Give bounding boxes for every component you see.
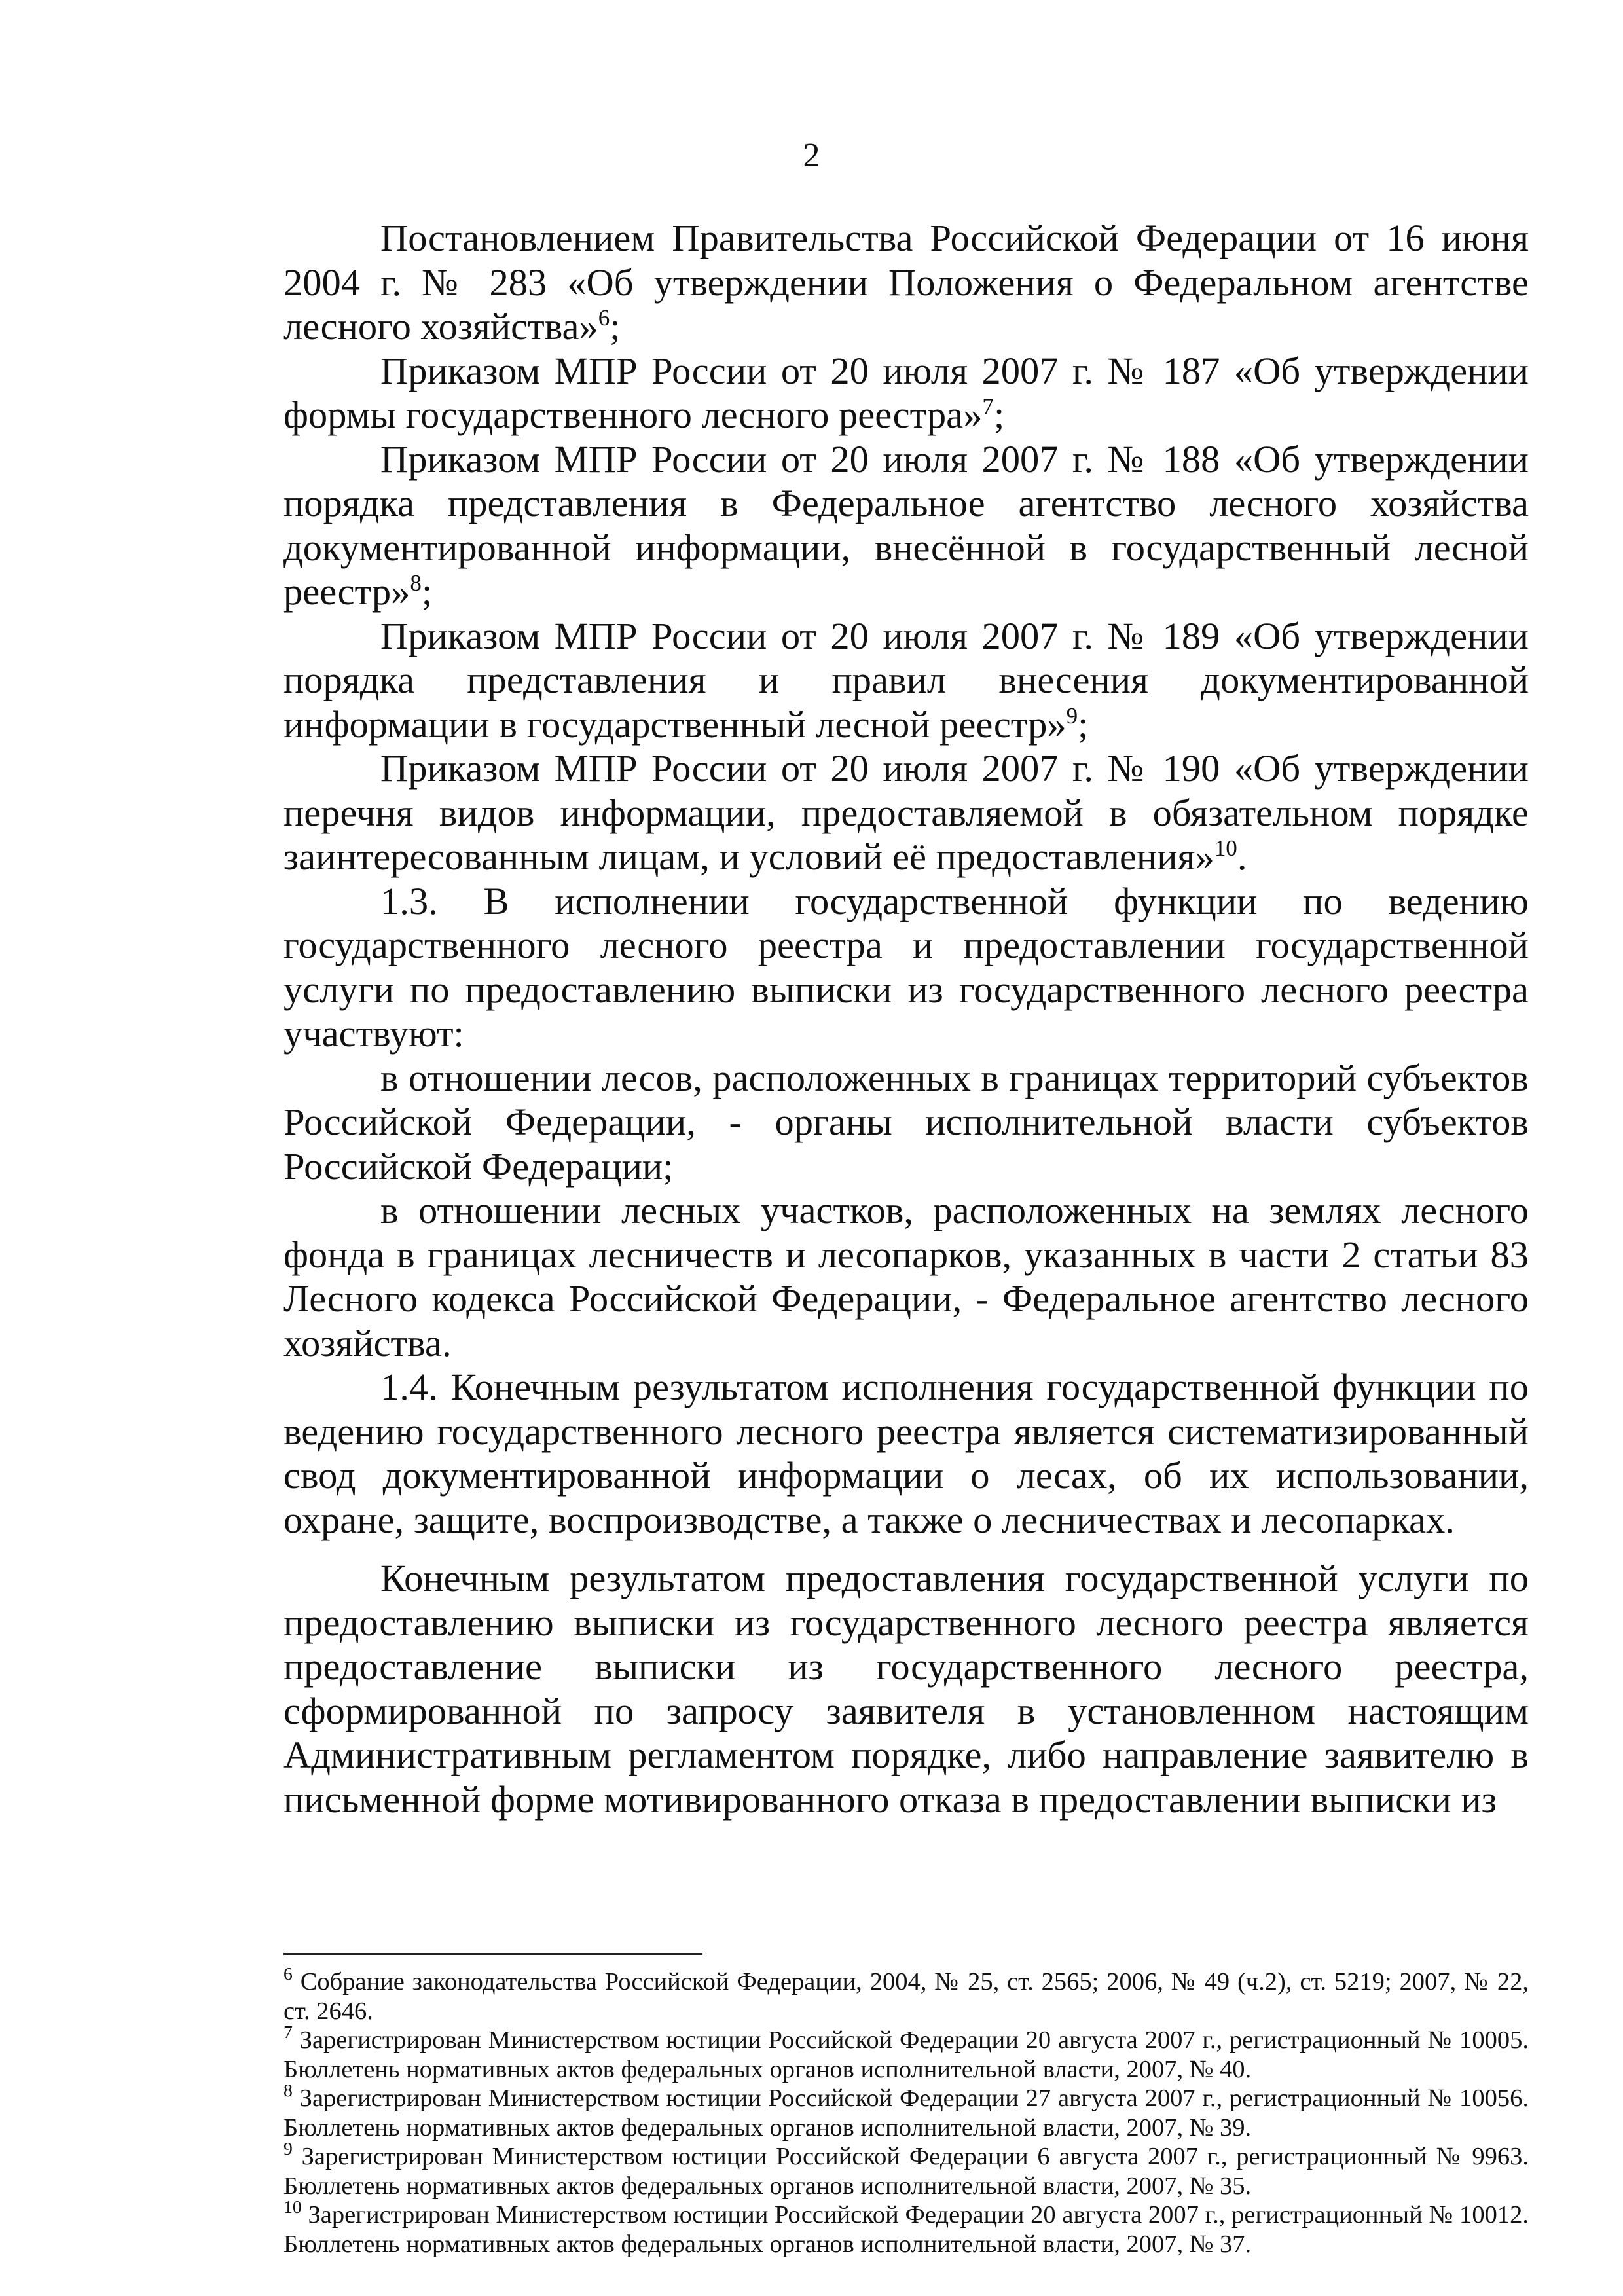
page-number: 2 (803, 137, 820, 174)
paragraph-text: Постановлением Правительства Российской Федерации от 16 июня 2004 г. № 283 «Об утверждении Положения о Федеральном агентстве лесного хозяйства» (283, 217, 1529, 348)
footnote-10 (283, 2196, 1529, 2259)
paragraph-order-187 (283, 349, 1529, 437)
paragraph-text: Приказом МПР России от 20 июля 2007 г. № 190 «Об утверждении перечня видов информации, предоставляемой в обязательном порядке заинтересованным лицам, и условий её предоставления» (283, 747, 1529, 878)
footnote-mark: 8 (283, 2079, 293, 2100)
footnote-7 (283, 2021, 1529, 2084)
paragraph-punctuation: . (1237, 835, 1247, 878)
paragraph-order-189 (283, 614, 1529, 747)
main-text (283, 216, 1529, 1821)
paragraph-regional-authorities: в отношении лесов, расположенных в границах территорий субъектов Российской Федерации, - органы исполнительной власти субъектов Российской Федерации; (283, 1056, 1529, 1188)
paragraph-punctuation: ; (993, 393, 1005, 436)
paragraph-section-1-4: 1.4. Конечным результатом исполнения государственной функции по ведению государственного лесного реестра является систематизированный свод документированной информации о лесах, об их использовании, охране, защите, воспроизводстве, а также о лесничествах и лесопарках. (283, 1366, 1529, 1541)
footnotes (283, 1963, 1529, 2259)
paragraph-text: Приказом МПР России от 20 июля 2007 г. № 188 «Об утверждении порядка представления в Федеральное агентство лесного хозяйства документированной информации, внесённой в государственный лесной реестр» (283, 437, 1529, 613)
paragraph-federal-agency: в отношении лесных участков, расположенных на землях лесного фонда в границах лесничеств и лесопарков, указанных в части 2 статьи 83 Лесного кодекса Российской Федерации, - Федеральное агентство лесного хозяйства. (283, 1189, 1529, 1364)
paragraph-punctuation: ; (421, 570, 433, 613)
footnote-text: Зарегистрирован Министерством юстиции Российской Федерации 20 августа 2007 г., регистрационный № 10005. Бюллетень нормативных актов федеральных органов исполнительной власти, 2007, № 40. (283, 2026, 1529, 2083)
footnote-mark: 6 (283, 1963, 293, 1984)
paragraph-punctuation: ; (610, 305, 621, 348)
footnote-mark: 10 (283, 2196, 302, 2217)
footnote-mark: 7 (283, 2021, 293, 2042)
paragraph-decree-283 (283, 216, 1529, 349)
footnote-6 (283, 1963, 1529, 2026)
footnote-ref: 7 (982, 393, 994, 419)
footnote-text: Зарегистрирован Министерством юстиции Российской Федерации 20 августа 2007 г., регистрационный № 10012. Бюллетень нормативных актов федеральных органов исполнительной власти, 2007, № 37. (283, 2201, 1529, 2258)
paragraph-text: Приказом МПР России от 20 июля 2007 г. № 189 «Об утверждении порядка представления и правил внесения документированной информации в государственный лесной реестр» (283, 614, 1529, 746)
paragraph-text: Приказом МПР России от 20 июля 2007 г. № 187 «Об утверждении формы государственного лесного реестра» (283, 349, 1529, 436)
footnote-ref: 9 (1066, 702, 1078, 729)
footnote-text: Собрание законодательства Российской Федерации, 2004, № 25, ст. 2565; 2006, № 49 (ч.2), ст. 5219; 2007, № 22, ст. 2646. (283, 1968, 1529, 2025)
paragraph-order-190 (283, 746, 1529, 879)
paragraph-section-1-3: 1.3. В исполнении государственной функции по ведению государственного лесного реестра и предоставлении государственной услуги по предоставлению выписки из государственного лесного реестра участвуют: (283, 879, 1529, 1055)
footnote-8 (283, 2079, 1529, 2142)
paragraph-service-result: Конечным результатом предоставления государственной услуги по предоставлению выписки из государственного лесного реестра является предоставление выписки из государственного лесного реестра, сформированной по запросу заявителя в установленном настоящим Административным регламентом порядке, либо направление заявителю в письменной форме мотивированного отказа в предоставлении выписки из (283, 1557, 1529, 1821)
footnote-ref: 8 (410, 570, 422, 596)
footnote-mark: 9 (283, 2138, 293, 2159)
footnote-ref: 10 (1214, 835, 1237, 861)
footnote-text: Зарегистрирован Министерством юстиции Российской Федерации 6 августа 2007 г., регистрационный № 9963. Бюллетень нормативных актов федеральных органов исполнительной власти, 2007, № 35. (283, 2143, 1529, 2200)
paragraph-punctuation: ; (1078, 702, 1089, 746)
footnote-text: Зарегистрирован Министерством юстиции Российской Федерации 27 августа 2007 г., регистрационный № 10056. Бюллетень нормативных актов федеральных органов исполнительной власти, 2007, № 39. (283, 2085, 1529, 2141)
footnote-9 (283, 2138, 1529, 2200)
paragraph-order-188 (283, 437, 1529, 614)
footnote-divider (283, 1953, 702, 1955)
footnote-ref: 6 (598, 304, 610, 331)
